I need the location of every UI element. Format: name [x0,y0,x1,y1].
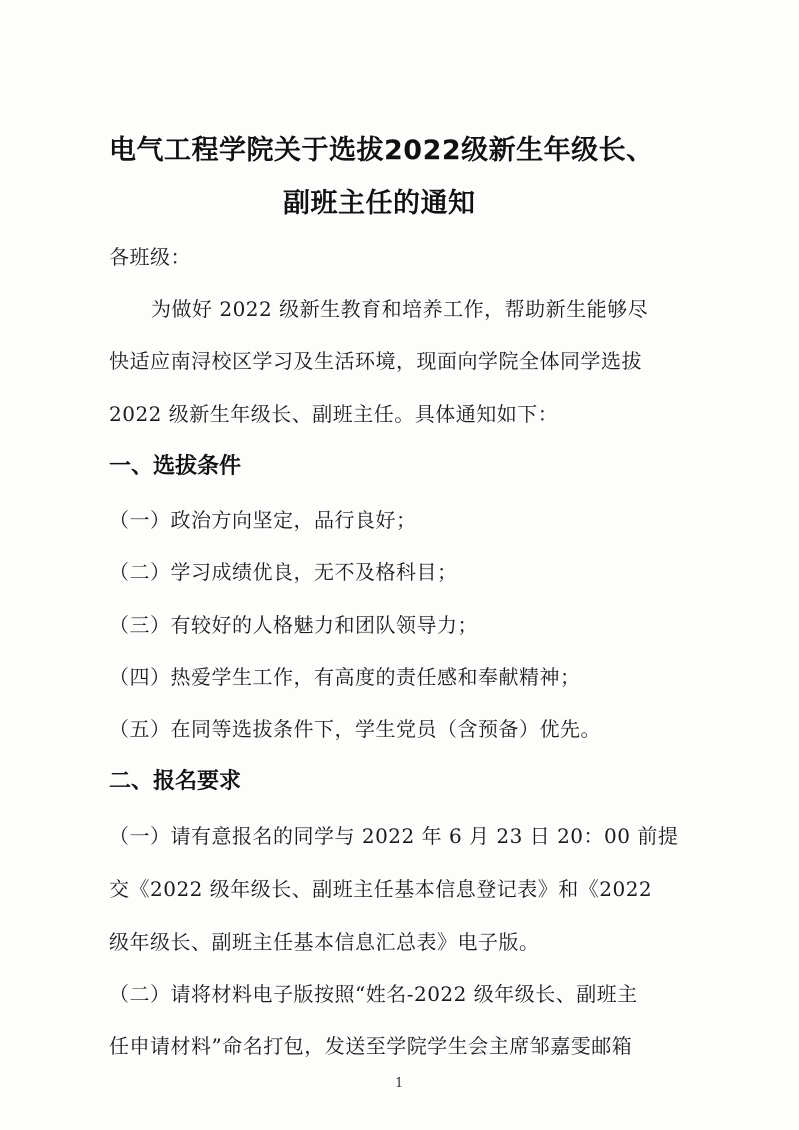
condition-item-2: （二）学习成绩优良，无不及格科目； [109,560,458,584]
requirement-line-1: （一）请有意报名的同学与 2022 年 6 月 23 日 20：00 前提 [109,824,679,848]
intro-line-2: 快适应南浔校区学习及生活环境，现面向学院全体同学选拔 [109,349,642,373]
document-title-line-1: 电气工程学院关于选拔2022级新生年级长、 [109,135,654,166]
section-1-heading: 一、选拔条件 [109,454,242,479]
requirement-line-4: （二）请将材料电子版按照“姓名-2022 级年级长、副班主 [109,982,638,1006]
requirement-line-3: 级年级长、副班主任基本信息汇总表》电子版。 [109,930,540,954]
condition-item-4: （四）热爱学生工作，有高度的责任感和奉献精神； [109,665,581,689]
condition-item-1: （一）政治方向坚定，品行良好； [109,508,417,532]
page-number: 1 [395,1076,404,1091]
document-title-line-2: 副班主任的通知 [283,188,476,219]
section-2-heading: 二、报名要求 [109,769,242,794]
intro-line-1: 为做好 2022 级新生教育和培养工作，帮助新生能够尽 [151,297,649,321]
salutation: 各班级： [109,245,191,269]
requirement-line-5: 任申请材料”命名打包，发送至学院学生会主席邹嘉雯邮箱 [109,1034,633,1058]
intro-line-3: 2022 级新生年级长、副班主任。具体通知如下： [109,402,559,426]
condition-item-3: （三）有较好的人格魅力和团队领导力； [109,613,478,637]
condition-item-5: （五）在同等选拔条件下，学生党员（含预备）优先。 [109,717,601,741]
requirement-line-2: 交《2022 级年级长、副班主任基本信息登记表》和《2022 [109,877,653,901]
